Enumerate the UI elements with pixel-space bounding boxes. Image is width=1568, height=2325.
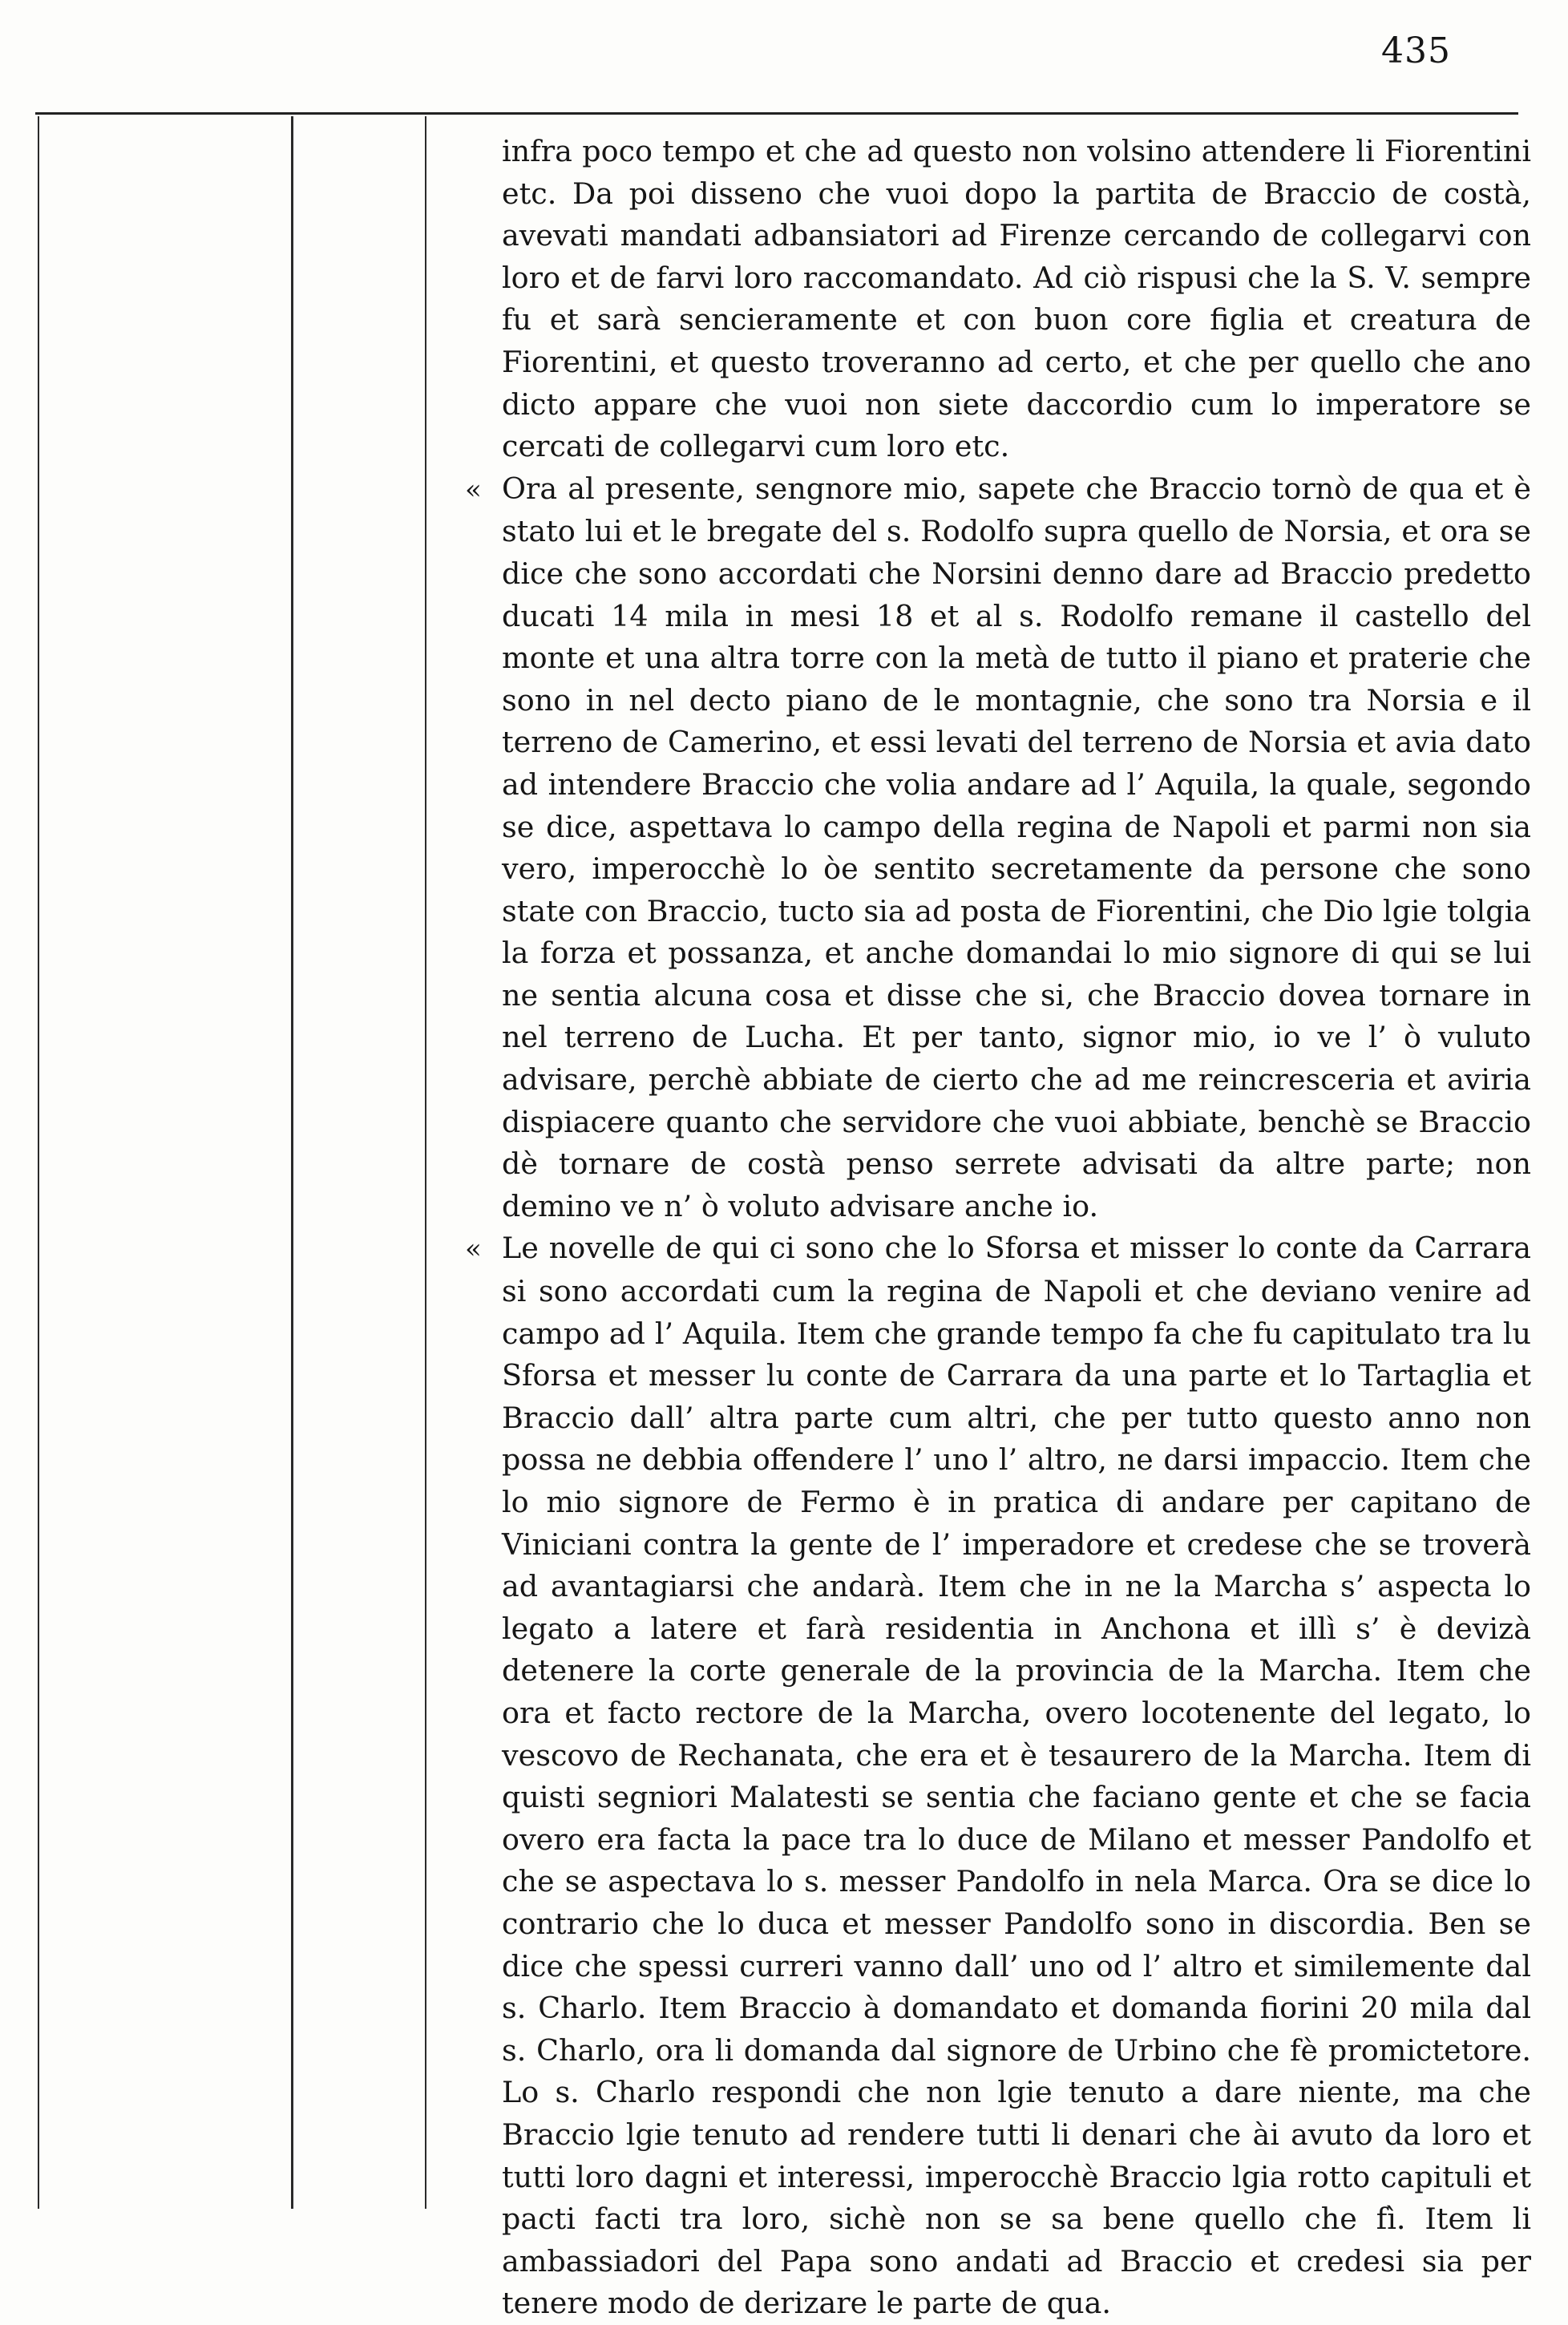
document-body bbox=[465, 131, 1531, 2325]
paragraph-text: Le novelle de qui ci sono che lo Sforsa et misser lo conte da Carrara si sono accordati cum la regina de Napoli et che deviano venire ad campo ad l’ Aquila. Item che grande tempo fa che fu capitulato tra lu Sforsa et messer lu conte de Carrara da una parte et lo Tartaglia et Braccio dall’ altra parte cum altri, che per tutto questo anno non possa ne debbia offendere l’ uno l’ altro, ne darsi impaccio. Item che lo mio signore de Fermo è in pratica di andare per capitano de Viniciani contra la gente de l’ imperadore et credese che se troverà ad avantagiarsi che andarà. Item che in ne la Marcha s’ aspecta lo legato a latere et farà residentia in Anchona et illì s’ è devizà detenere la corte generale de la provincia de la Marcha. Item che ora et facto rectore de la Marcha, overo locotenente del legato, lo vescovo de Rechanata, che era et è tesaurero de la Marcha. Item di quisti segniori Malatesti se sentia che faciano gente et che se facia overo era facta la pace tra lo duce de Milano et messer Pandolfo et che se aspectava lo s. messer Pandolfo in nela Marca. Ora se dice lo contrario che lo duca et messer Pandolfo sono in discordia. Ben se dice che spessi curreri vanno dall’ uno od l’ altro et similemente dal s. Charlo. Item Braccio à domandato et domanda fiorini 20 mila dal s. Charlo, ora li domanda dal signore de Urbino che fè promictetore. Lo s. Charlo respondi che non lgie tenuto a dare niente, ma che Braccio lgie tenuto ad rendere tutti li denari che ài avuto da loro et tutti loro dagni et interessi, imperocchè Braccio lgia rotto capituli et pacti facti tra loro, sichè non se sa bene quello che fì. Item li ambassiadori del Papa sono andati ad Braccio et credesi sia per tenere modo de derizare le parte de qua. bbox=[502, 1231, 1531, 2321]
margin-column-rule-right bbox=[425, 116, 426, 2209]
margin-column-rule-middle bbox=[291, 116, 293, 2209]
paragraph-text: Ora al presente, sengnore mio, sapete che Braccio tornò de qua et è stato lui et le bregate del s. Rodolfo supra quello de Norsia, et ora se dice che sono accordati che Norsini denno dare ad Braccio predetto ducati 14 mila in mesi 18 et al s. Rodolfo remane il castello del monte et una altra torre con la metà de tutto il piano et praterie che sono in nel decto piano de le montagnie, che sono tra Norsia e il terreno de Camerino, et essi levati del terreno de Norsia et avia dato ad intendere Braccio che volia andare ad l’ Aquila, la quale, segondo se dice, aspettava lo campo della regina de Napoli et parmi non sia vero, imperocchè lo òe sentito secretamente da persone che sono state con Braccio, tucto sia ad posta de Fiorentini, che Dio lgie tolgia la forza et possanza, et anche domandai lo mio signore di qui se lui ne sentia alcuna cosa et disse che si, che Braccio dovea tornare in nel terreno de Lucha. Et per tanto, signor mio, io ve l’ ò vuluto advisare, perchè abbiate de cierto che ad me reincresceria et aviria dispiacere quanto che servidore che vuoi abbiate, benchè se Braccio dè tornare de costà penso serrete advisati da altre parte; non demino ve n’ ò voluto advisare anche io. bbox=[502, 471, 1531, 1223]
paragraph-1 bbox=[465, 131, 1531, 468]
paragraph-text: infra poco tempo et che ad questo non volsino attendere li Fiorentini etc. Da poi disseno che vuoi dopo la partita de Braccio de costà, avevati mandati adbansiatori ad Firenze cercando de collegarvi con loro et de farvi loro raccomandato. Ad ciò rispusi che la S. V. sempre fu et sarà sencieramente et con buon core figlia et creatura de Fiorentini, et questo troveranno ad certo, et che per quello che ano dicto appare che vuoi non siete daccordio cum lo imperatore se cercati de collegarvi cum loro etc. bbox=[502, 134, 1531, 464]
page-number: 435 bbox=[1381, 30, 1451, 71]
margin-column-rule-left bbox=[38, 116, 39, 2209]
paragraph-opener: « bbox=[465, 1233, 482, 1266]
header-rule bbox=[35, 112, 1518, 115]
paragraph-2 bbox=[465, 468, 1531, 1228]
paragraph-opener: « bbox=[465, 473, 482, 506]
paragraph-3 bbox=[465, 1227, 1531, 2324]
